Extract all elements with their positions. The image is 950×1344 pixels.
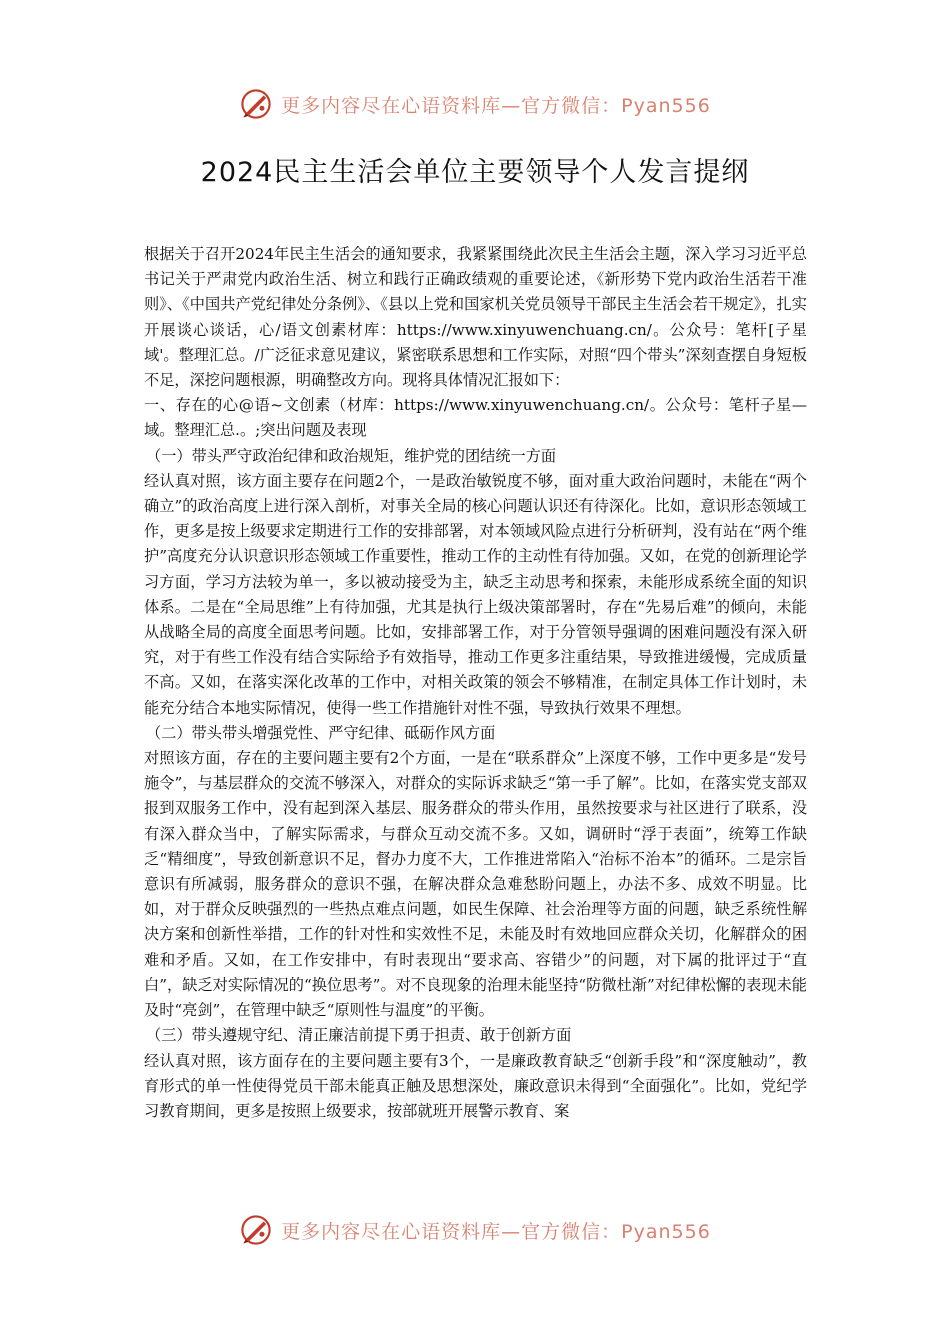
subsection-heading-3: （三）带头遵规守纪、清正廉洁前提下勇于担责、敢于创新方面 bbox=[146, 1026, 572, 1045]
intro-paragraph: 根据关于召开2024年民主生活会的通知要求，我紧紧围绕此次民主生活会主题，深入学习习近平总书记关于严肃党内政治生活、树立和践行正确政绩观的重要论述，《新形势下党内政治生活若干准则》、《中国共产党纪律处分条例》、《县以上党和国家机关党员领导干部民主生活会若干规定》，扎实开展谈心谈话，心/语文创素材库：https://www.xinyuwenchuang.cn/。公众号：笔杆[子星域'。整理汇总。/广泛征求意见建议，紧密联系思想和工作实际，对照“四个带头”深刻查摆自身短板不足，深挖问题根源，明确整改方向。现将具体情况汇报如下： bbox=[144, 245, 807, 390]
header-banner-text: 更多内容尽在心语资料库—官方微信：Pyan556 bbox=[281, 94, 711, 117]
footer-banner-text: 更多内容尽在心语资料库—官方微信：Pyan556 bbox=[281, 1220, 711, 1243]
document-title: 2024民主生活会单位主要领导个人发言提纲 bbox=[200, 157, 750, 188]
body-paragraph-1: 经认真对照，该方面主要存在问题2个，一是政治敏锐度不够，面对重大政治问题时，未能在“两个确立”的政治高度上进行深入剖析，对事关全局的核心问题认识还有待深化。比如，意识形态领域工作，更多是按上级要求定期进行工作的安排部署，对本领域风险点进行分析研判，没有站在“两个维护”高度充分认识意识形态领域工作重要性，推动工作的主动性有待加强。又如，在党的创新理论学习方面，学习方法较为单一，多以被动接受为主，缺乏主动思考和探索，未能形成系统全面的知识体系。二是在“全局思维”上有待加强，尤其是执行上级决策部署时，存在“先易后难”的倾向，未能从战略全局的高度全面思考问题。比如，安排部署工作，对于分管领导强调的困难问题没有深入研究，对于有些工作没有结合实际给予有效指导，推动工作更多注重结果，导致推进缓慢，完成质量不高。又如，在落实深化改革的工作中，对相关政策的领会不够精准，在制定具体工作计划时，未能充分结合本地实际情况，使得一些工作措施针对性不强，导致执行效果不理想。 bbox=[144, 471, 807, 717]
document-body bbox=[144, 242, 807, 1124]
pen-circle-logo-icon bbox=[239, 87, 273, 121]
section-heading: 一、存在的心@语~文创素（材库：https://www.xinyuwenchuang.cn/。公众号：笔杆子星—域。整理汇总.。;突出问题及表现 bbox=[144, 396, 807, 440]
subsection-heading-1: （一）带头严守政治纪律和政治规矩，维护党的团结统一方面 bbox=[146, 446, 557, 465]
subsection-heading-2: （二）带头带头增强党性、严守纪律、砥砺作风方面 bbox=[146, 723, 496, 742]
header-banner bbox=[0, 82, 950, 126]
footer-banner bbox=[0, 1208, 950, 1252]
body-paragraph-3: 经认真对照，该方面存在的主要问题主要有3个，一是廉政教育缺乏“创新手段”和“深度触动”，教育形式的单一性使得党员干部未能真正触及思想深处，廉政意识未得到“全面强化”。比如，党纪学习教育期间，更多是按照上级要求，按部就班开展警示教育、案 bbox=[144, 1051, 807, 1120]
pen-circle-logo-icon bbox=[239, 1213, 273, 1247]
body-paragraph-2: 对照该方面，存在的主要问题主要有2个方面，一是在“联系群众”上深度不够，工作中更多是“发号施令”，与基层群众的交流不够深入，对群众的实际诉求缺乏“第一手了解”。比如，在落实党支部双报到双服务工作中，没有起到深入基层、服务群众的带头作用，虽然按要求与社区进行了联系，没有深入群众当中，了解实际需求，与群众互动交流不多。又如，调研时“浮于表面”，统筹工作缺乏“精细度”，导致创新意识不足，督办力度不大，工作推进常陷入“治标不治本”的循环。二是宗旨意识有所减弱，服务群众的意识不强，在解决群众急难愁盼问题上，办法不多、成效不明显。比如，对于群众反映强烈的一些热点难点问题，如民生保障、社会治理等方面的问题，缺乏系统性解决方案和创新性举措，工作的针对性和实效性不足，未能及时有效地回应群众关切，化解群众的困难和矛盾。又如，在工作安排中，有时表现出“要求高、容错少”的问题，对下属的批评过于“直白”，缺乏对实际情况的“换位思考”。对不良现象的治理未能坚持“防微杜渐”对纪律松懈的表现未能及时“亮剑”，在管理中缺乏“原则性与温度”的平衡。 bbox=[144, 749, 807, 1020]
